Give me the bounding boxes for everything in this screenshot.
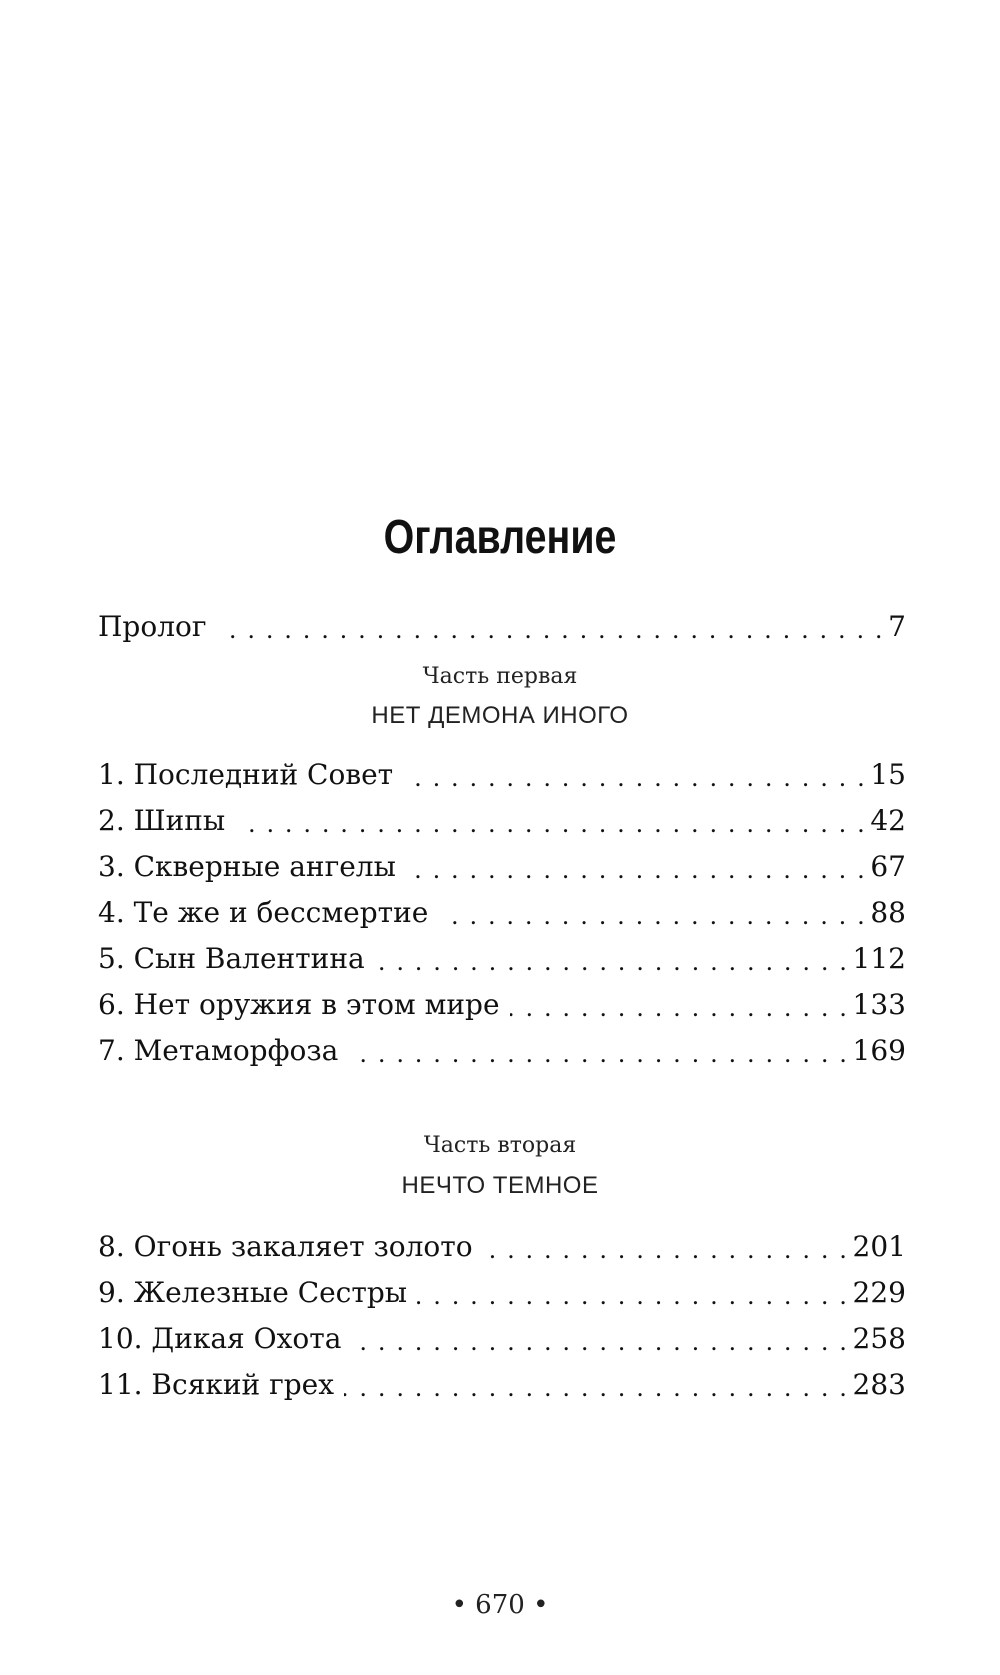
toc-entry (98, 1368, 906, 1408)
toc-entry-label: 3. Скверные ангелы (98, 850, 396, 883)
toc-entry-page: 169 (852, 1034, 906, 1067)
dot-leader (417, 1281, 848, 1311)
toc-entry (98, 804, 906, 844)
dot-leader (375, 947, 849, 977)
dot-leader (351, 1327, 848, 1357)
dot-leader (438, 901, 866, 931)
dot-leader (217, 615, 885, 645)
toc-entry-label: 8. Огонь закаляет золото (98, 1230, 473, 1263)
part-one-label: Часть первая (422, 664, 578, 689)
page-title: Оглавление (383, 511, 617, 564)
dot-leader (510, 993, 849, 1023)
toc-entry (98, 1230, 906, 1270)
toc-entry (98, 988, 906, 1028)
toc-entry-label: 6. Нет оружия в этом мире (98, 988, 500, 1021)
dot-leader (406, 855, 866, 885)
toc-entry-page: 201 (852, 1230, 906, 1263)
toc-entry-label: 11. Всякий грех (98, 1368, 335, 1401)
toc-entry (98, 896, 906, 936)
toc-entry (98, 1322, 906, 1362)
toc-entry-label: 9. Железные Сестры (98, 1276, 408, 1309)
toc-entry-page: 7 (888, 610, 906, 643)
dot-leader (235, 809, 866, 839)
toc-entry-label: 10. Дикая Охота (98, 1322, 342, 1355)
dot-leader (483, 1235, 849, 1265)
toc-entry (98, 1276, 906, 1316)
toc-entry-label: Пролог (98, 610, 207, 643)
toc-entry-prologue (98, 610, 906, 650)
toc-entry-page: 15 (870, 758, 906, 791)
toc-entry (98, 850, 906, 890)
toc-entry-page: 133 (852, 988, 906, 1021)
toc-entry-page: 258 (852, 1322, 906, 1355)
part-one-title: НЕТ ДЕМОНА ИНОГО (371, 702, 629, 729)
toc-entry-label: 1. Последний Совет (98, 758, 394, 791)
toc-entry-page: 42 (870, 804, 906, 837)
dot-leader (344, 1373, 849, 1403)
page-number: • 670 • (451, 1590, 549, 1620)
toc-entry (98, 942, 906, 982)
toc-entry-page: 112 (852, 942, 906, 975)
toc-entry (98, 758, 906, 798)
dot-leader (403, 763, 866, 793)
toc-entry-label: 4. Те же и бессмертие (98, 896, 429, 929)
toc-entry-page: 88 (870, 896, 906, 929)
part-two-label: Часть вторая (423, 1133, 577, 1158)
toc-entry-label: 7. Метаморфоза (98, 1034, 339, 1067)
toc-entry-page: 229 (852, 1276, 906, 1309)
dot-leader (348, 1039, 848, 1069)
toc-entry-page: 283 (852, 1368, 906, 1401)
toc-entry (98, 1034, 906, 1074)
part-two-title: НЕЧТО ТЕМНОЕ (401, 1172, 599, 1199)
toc-entry-page: 67 (870, 850, 906, 883)
toc-entry-label: 5. Сын Валентина (98, 942, 365, 975)
toc-entry-label: 2. Шипы (98, 804, 226, 837)
